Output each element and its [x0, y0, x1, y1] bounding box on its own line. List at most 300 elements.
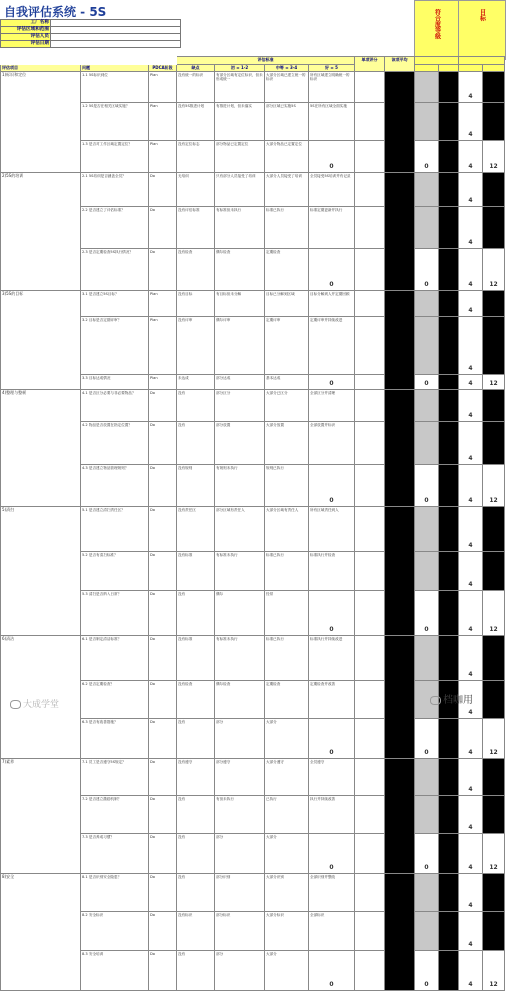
- info-label: 工厂名称: [1, 20, 51, 27]
- level1-cell: 偶尔检查: [215, 681, 265, 719]
- item-score-field[interactable]: [355, 465, 385, 507]
- black-cell: [439, 422, 459, 465]
- target-value: 4: [459, 951, 483, 991]
- item-score-field[interactable]: [355, 796, 385, 834]
- level3-cell: 标准定期更新并执行: [309, 207, 355, 249]
- target-value: 4: [459, 249, 483, 291]
- item-score-field[interactable]: [355, 834, 385, 874]
- level3-cell: 定期评审并持续改进: [309, 317, 355, 375]
- level2-cell: 大部分放置: [265, 422, 309, 465]
- level2-cell: 大部分: [265, 719, 309, 759]
- target-value: 4: [459, 390, 483, 422]
- question-cell: 7.3 是否养成习惯？: [81, 834, 149, 874]
- black-cell: [439, 796, 459, 834]
- level3-cell: 目标分解到人并定期回顾: [309, 291, 355, 317]
- level1-cell: 有标准未执行: [215, 636, 265, 681]
- gray-cell: [415, 422, 439, 465]
- level0-cell: 没有定位标志: [177, 141, 215, 173]
- pdca-cell: Do: [149, 173, 177, 207]
- level0-cell: 没有: [177, 390, 215, 422]
- category-name: 6)清洁: [1, 636, 81, 759]
- level1-cell: 有部分区域有定位标识，但未形成统一: [215, 72, 265, 103]
- header-side-compliance: [414, 0, 460, 60]
- table-row: [1, 759, 505, 796]
- question-cell: 2.1 5S培训是否涵盖全员？: [81, 173, 149, 207]
- gray-cell: [415, 173, 439, 207]
- black-cell: [483, 796, 505, 834]
- category-total-a: 0: [415, 719, 439, 759]
- item-score-field[interactable]: [355, 207, 385, 249]
- category-total-a: 0: [415, 591, 439, 636]
- level2-cell: 大部分区域已建立统一的标识: [265, 72, 309, 103]
- level0-cell: 未达成: [177, 375, 215, 390]
- header-pdca: PDCA阶段: [149, 64, 177, 72]
- table-row: [1, 507, 505, 552]
- level2-cell: 定期检查: [265, 249, 309, 291]
- level1-cell: 偶尔: [215, 591, 265, 636]
- pdca-cell: Do: [149, 591, 177, 636]
- item-score-field[interactable]: [355, 874, 385, 912]
- item-score-field[interactable]: [355, 507, 385, 552]
- target-value: 4: [459, 72, 483, 103]
- level3-cell: 全部区分并清理: [309, 390, 355, 422]
- level3-cell: 标准执行并持续改进: [309, 636, 355, 681]
- level2-cell: 定期检查: [265, 681, 309, 719]
- target-value: 4: [459, 681, 483, 719]
- header-level2: 中等 = 3-4: [265, 64, 309, 72]
- level0-cell: 没有评审: [177, 317, 215, 375]
- info-label: 评估人员: [1, 34, 51, 41]
- category-total-score: 0: [309, 834, 355, 874]
- item-score-field[interactable]: [355, 759, 385, 796]
- pdca-cell: Do: [149, 912, 177, 951]
- pdca-cell: Do: [149, 951, 177, 991]
- gray-cell: [415, 636, 439, 681]
- level1-cell: 部分: [215, 834, 265, 874]
- target-value: 4: [459, 141, 483, 173]
- pdca-cell: Plan: [149, 72, 177, 103]
- gray-cell: [415, 759, 439, 796]
- pdca-cell: Do: [149, 249, 177, 291]
- pdca-cell: Plan: [149, 291, 177, 317]
- level3-cell: 5S在所有区域全面实施: [309, 103, 355, 141]
- pdca-cell: Plan: [149, 103, 177, 141]
- pdca-cell: Plan: [149, 375, 177, 390]
- level1-cell: 部分遵守: [215, 759, 265, 796]
- level1-cell: 部分标识: [215, 912, 265, 951]
- level2-cell: 大部分区域有责任人: [265, 507, 309, 552]
- category-total-a: 0: [415, 249, 439, 291]
- gray-cell: [415, 291, 439, 317]
- black-cell: [439, 465, 459, 507]
- level0-cell: 没有遵守: [177, 759, 215, 796]
- black-cell: [439, 507, 459, 552]
- table-row: [1, 173, 505, 207]
- table-row: [1, 291, 505, 317]
- pdca-cell: Do: [149, 796, 177, 834]
- item-score-field[interactable]: [355, 591, 385, 636]
- item-score-field[interactable]: [355, 291, 385, 317]
- level0-cell: 没有: [177, 874, 215, 912]
- level2-cell: 目标已分解到区域: [265, 291, 309, 317]
- target-value: 4: [459, 636, 483, 681]
- level2-cell: 大部分物品已定置定位: [265, 141, 309, 173]
- question-cell: 1.1 5S标识到位: [81, 72, 149, 103]
- category-name: 5)清扫: [1, 507, 81, 636]
- item-score-field[interactable]: [355, 375, 385, 390]
- item-score-field[interactable]: [355, 681, 385, 719]
- level2-cell: 标准已执行: [265, 207, 309, 249]
- level0-cell: 没有目标: [177, 291, 215, 317]
- header-level1: 初 = 1-2: [215, 64, 265, 72]
- black-cell: [439, 141, 459, 173]
- black-cell: [483, 103, 505, 141]
- black-cell: [439, 834, 459, 874]
- header-question: 问题: [81, 64, 149, 72]
- level0-cell: 没有统一的标识: [177, 72, 215, 103]
- item-score-field[interactable]: [355, 951, 385, 991]
- black-cell: [439, 636, 459, 681]
- item-score-field[interactable]: [355, 636, 385, 681]
- watermark-text: 档咖用: [443, 695, 473, 706]
- level3-cell: 全部放置并标识: [309, 422, 355, 465]
- category-total-score: 0: [309, 719, 355, 759]
- black-cell: [483, 552, 505, 591]
- target-value: 4: [459, 422, 483, 465]
- category-total-a: 0: [415, 141, 439, 173]
- question-cell: 8.3 安全培训: [81, 951, 149, 991]
- level3-cell: 标准执行并检查: [309, 552, 355, 591]
- level0-cell: 没有检查: [177, 249, 215, 291]
- level1-cell: 有目标但未分解: [215, 291, 265, 317]
- category-total-c: 12: [483, 141, 505, 173]
- pdca-cell: Do: [149, 681, 177, 719]
- question-cell: 6.1 是否制定清洁标准？: [81, 636, 149, 681]
- pdca-cell: Do: [149, 390, 177, 422]
- level2-cell: 大部分: [265, 834, 309, 874]
- question-cell: 3.2 目标是否定期评审？: [81, 317, 149, 375]
- category-total-c: 12: [483, 951, 505, 991]
- black-cell: [483, 636, 505, 681]
- question-cell: 5.3 清扫是否纳入日常？: [81, 591, 149, 636]
- black-cell: [439, 591, 459, 636]
- info-label: 评估日期: [1, 41, 51, 48]
- question-cell: 1.2 5S是否在相关区域实施？: [81, 103, 149, 141]
- level0-cell: 没有: [177, 422, 215, 465]
- level2-cell: 大部分: [265, 951, 309, 991]
- black-cell: [439, 912, 459, 951]
- level0-cell: 没有评估标准: [177, 207, 215, 249]
- header-score-avg: 该项平均: [385, 57, 415, 72]
- question-cell: 3.1 是否建立5S目标？: [81, 291, 149, 317]
- watermark-logo-icon: [10, 700, 21, 709]
- pdca-cell: Plan: [149, 141, 177, 173]
- level0-cell: 没有: [177, 834, 215, 874]
- category-name: 4)整理与整顿: [1, 390, 81, 507]
- gray-cell: [415, 207, 439, 249]
- target-value: 4: [459, 874, 483, 912]
- question-cell: 2.3 是否定期检查5S执行情况？: [81, 249, 149, 291]
- question-cell: 7.1 员工是否遵守5S规定？: [81, 759, 149, 796]
- level2-cell: 基本达成: [265, 375, 309, 390]
- item-score-field[interactable]: [355, 103, 385, 141]
- target-value: 4: [459, 317, 483, 375]
- category-total-score: 0: [309, 591, 355, 636]
- item-score-field[interactable]: [355, 719, 385, 759]
- black-cell: [483, 291, 505, 317]
- level1-cell: 有规则未执行: [215, 465, 265, 507]
- item-score-field[interactable]: [355, 552, 385, 591]
- black-cell: [439, 173, 459, 207]
- gray-cell: [415, 317, 439, 375]
- black-cell: [439, 390, 459, 422]
- table-row: [1, 390, 505, 422]
- question-cell: 7.2 是否建立激励机制？: [81, 796, 149, 834]
- item-score-field[interactable]: [355, 912, 385, 951]
- question-cell: 1.3 是否对工作区域定置定位？: [81, 141, 149, 173]
- level2-cell: 部分区域已实施5S: [265, 103, 309, 141]
- question-cell: 4.3 是否建立物品管理规则？: [81, 465, 149, 507]
- level1-cell: 只有部分人员接受了培训: [215, 173, 265, 207]
- pdca-cell: Do: [149, 834, 177, 874]
- assessment-table: [0, 56, 505, 991]
- item-score-field[interactable]: [355, 249, 385, 291]
- black-cell: [439, 951, 459, 991]
- target-value: 4: [459, 719, 483, 759]
- item-score-field[interactable]: [355, 390, 385, 422]
- black-cell: [483, 507, 505, 552]
- pdca-cell: Do: [149, 719, 177, 759]
- black-cell: [439, 874, 459, 912]
- target-value: 4: [459, 591, 483, 636]
- info-value-field[interactable]: [51, 34, 181, 41]
- level1-cell: 偶尔评审: [215, 317, 265, 375]
- header-group: 评估标准: [177, 57, 355, 65]
- side-label: 符合度等级: [433, 9, 441, 39]
- black-cell: [483, 759, 505, 796]
- target-value: 4: [459, 375, 483, 390]
- item-score-field[interactable]: [355, 141, 385, 173]
- info-value-field[interactable]: [51, 27, 181, 34]
- gray-cell: [415, 796, 439, 834]
- black-cell: [483, 207, 505, 249]
- level3-cell: 全员接受5S培训并有记录: [309, 173, 355, 207]
- level0-cell: 没有: [177, 951, 215, 991]
- level2-cell: 规则已执行: [265, 465, 309, 507]
- pdca-cell: Do: [149, 207, 177, 249]
- category-total-c: 12: [483, 719, 505, 759]
- level1-cell: 部分放置: [215, 422, 265, 465]
- gray-cell: [415, 72, 439, 103]
- category-total-c: 12: [483, 465, 505, 507]
- black-cell: [439, 719, 459, 759]
- black-cell: [483, 72, 505, 103]
- category-total-score: 0: [309, 465, 355, 507]
- level1-cell: 有但未执行: [215, 796, 265, 834]
- avg-score-cell: [385, 173, 415, 291]
- category-total-score: 0: [309, 249, 355, 291]
- black-cell: [483, 681, 505, 719]
- item-score-field[interactable]: [355, 422, 385, 465]
- pdca-cell: Do: [149, 874, 177, 912]
- pdca-cell: Do: [149, 552, 177, 591]
- table-row: [1, 636, 505, 681]
- avg-score-cell: [385, 390, 415, 507]
- level2-cell: 大部分识别: [265, 874, 309, 912]
- black-cell: [483, 317, 505, 375]
- category-total-a: 0: [415, 951, 439, 991]
- level0-cell: 没有: [177, 591, 215, 636]
- category-total-score: 0: [309, 951, 355, 991]
- level1-cell: 部分区域有责任人: [215, 507, 265, 552]
- target-value: 4: [459, 465, 483, 507]
- target-value: 4: [459, 834, 483, 874]
- question-cell: 2.2 是否建立了评估标准？: [81, 207, 149, 249]
- wechat-icon: [430, 696, 441, 705]
- target-value: 4: [459, 507, 483, 552]
- question-cell: 5.1 是否建立清扫责任区？: [81, 507, 149, 552]
- black-cell: [439, 552, 459, 591]
- info-value-field[interactable]: [51, 20, 181, 27]
- black-cell: [483, 912, 505, 951]
- gray-cell: [415, 912, 439, 951]
- item-score-field[interactable]: [355, 317, 385, 375]
- level0-cell: 没有: [177, 796, 215, 834]
- level1-cell: 部分识别: [215, 874, 265, 912]
- target-value: 4: [459, 207, 483, 249]
- level2-cell: 大部分已区分: [265, 390, 309, 422]
- question-cell: 8.1 是否识别安全隐患？: [81, 874, 149, 912]
- level1-cell: 部分达成: [215, 375, 265, 390]
- gray-cell: [415, 103, 439, 141]
- level0-cell: 没有标识: [177, 912, 215, 951]
- question-cell: 6.2 是否定期检查？: [81, 681, 149, 719]
- level0-cell: 没有: [177, 719, 215, 759]
- level2-cell: 经常: [265, 591, 309, 636]
- info-value-field[interactable]: [51, 41, 181, 48]
- level0-cell: 没有责任区: [177, 507, 215, 552]
- level2-cell: 大部分人员接受了培训: [265, 173, 309, 207]
- black-cell: [439, 375, 459, 390]
- pdca-cell: Plan: [149, 317, 177, 375]
- category-total-a: 0: [415, 375, 439, 390]
- category-total-a: 0: [415, 834, 439, 874]
- pdca-cell: Do: [149, 636, 177, 681]
- question-cell: 4.1 是否区分必要与非必要物品？: [81, 390, 149, 422]
- item-score-field[interactable]: [355, 173, 385, 207]
- level1-cell: 有推进计划，但未落实: [215, 103, 265, 141]
- level2-cell: 大部分标识: [265, 912, 309, 951]
- avg-score-cell: [385, 72, 415, 173]
- level3-cell: 全员遵守: [309, 759, 355, 796]
- question-cell: 8.2 安全标识: [81, 912, 149, 951]
- level2-cell: 标准已执行: [265, 552, 309, 591]
- black-cell: [439, 317, 459, 375]
- level3-cell: 执行并持续改善: [309, 796, 355, 834]
- header-level3: 好 = 5: [309, 64, 355, 72]
- level1-cell: 部分: [215, 951, 265, 991]
- question-cell: 5.2 是否有清扫标准？: [81, 552, 149, 591]
- category-name: 7)素养: [1, 759, 81, 874]
- avg-score-cell: [385, 874, 415, 991]
- gray-cell: [415, 390, 439, 422]
- header-score-item: 单项评分: [355, 57, 385, 72]
- pdca-cell: Do: [149, 465, 177, 507]
- header-category: 评估项目: [1, 64, 81, 72]
- watermark-text: 大成学堂: [23, 700, 60, 710]
- avg-score-cell: [385, 759, 415, 874]
- category-total-score: 0: [309, 375, 355, 390]
- target-value: 4: [459, 912, 483, 951]
- page-title: 自我评估系统 - 5S: [4, 5, 107, 19]
- question-cell: 3.3 目标达成情况: [81, 375, 149, 390]
- level0-cell: 无培训: [177, 173, 215, 207]
- level0-cell: 没有规则: [177, 465, 215, 507]
- watermark-left: [10, 697, 59, 710]
- pdca-cell: Do: [149, 507, 177, 552]
- category-name: 3)5S的目标: [1, 291, 81, 390]
- level1-cell: 部分区分: [215, 390, 265, 422]
- level2-cell: 已执行: [265, 796, 309, 834]
- target-value: 4: [459, 291, 483, 317]
- question-cell: 6.3 是否有改善措施？: [81, 719, 149, 759]
- category-total-c: 12: [483, 375, 505, 390]
- black-cell: [483, 390, 505, 422]
- gray-cell: [415, 507, 439, 552]
- avg-score-cell: [385, 291, 415, 390]
- target-value: 4: [459, 103, 483, 141]
- black-cell: [439, 207, 459, 249]
- level3-cell: 全部标识: [309, 912, 355, 951]
- category-total-c: 12: [483, 249, 505, 291]
- category-total-a: 0: [415, 465, 439, 507]
- avg-score-cell: [385, 636, 415, 759]
- level3-cell: 所有区域责任到人: [309, 507, 355, 552]
- category-total-c: 12: [483, 834, 505, 874]
- category-name: 1)标识和定位: [1, 72, 81, 173]
- black-cell: [483, 422, 505, 465]
- table-row: [1, 72, 505, 103]
- level1-cell: 有标准但未执行: [215, 207, 265, 249]
- level3-cell: 所有区域建立明确统一的标识: [309, 72, 355, 103]
- pdca-cell: Do: [149, 759, 177, 796]
- watermark-right: [430, 691, 473, 706]
- target-value: 4: [459, 796, 483, 834]
- gray-cell: [415, 552, 439, 591]
- info-label: 评估区域和范围: [1, 27, 51, 34]
- table-row: [1, 874, 505, 912]
- level1-cell: 部分: [215, 719, 265, 759]
- level2-cell: 定期评审: [265, 317, 309, 375]
- category-total-score: 0: [309, 141, 355, 173]
- level1-cell: 偶尔检查: [215, 249, 265, 291]
- gray-cell: [415, 874, 439, 912]
- black-cell: [439, 759, 459, 796]
- level1-cell: 部分物品已定置定位: [215, 141, 265, 173]
- black-cell: [439, 103, 459, 141]
- black-cell: [439, 249, 459, 291]
- level3-cell: 定期检查并改善: [309, 681, 355, 719]
- level0-cell: 没有标准: [177, 552, 215, 591]
- target-value: 4: [459, 759, 483, 796]
- black-cell: [483, 874, 505, 912]
- black-cell: [439, 72, 459, 103]
- level2-cell: 大部分遵守: [265, 759, 309, 796]
- header-side-target: [458, 0, 506, 60]
- side-label: 目标: [478, 9, 486, 21]
- level1-cell: 有标准未执行: [215, 552, 265, 591]
- item-score-field[interactable]: [355, 72, 385, 103]
